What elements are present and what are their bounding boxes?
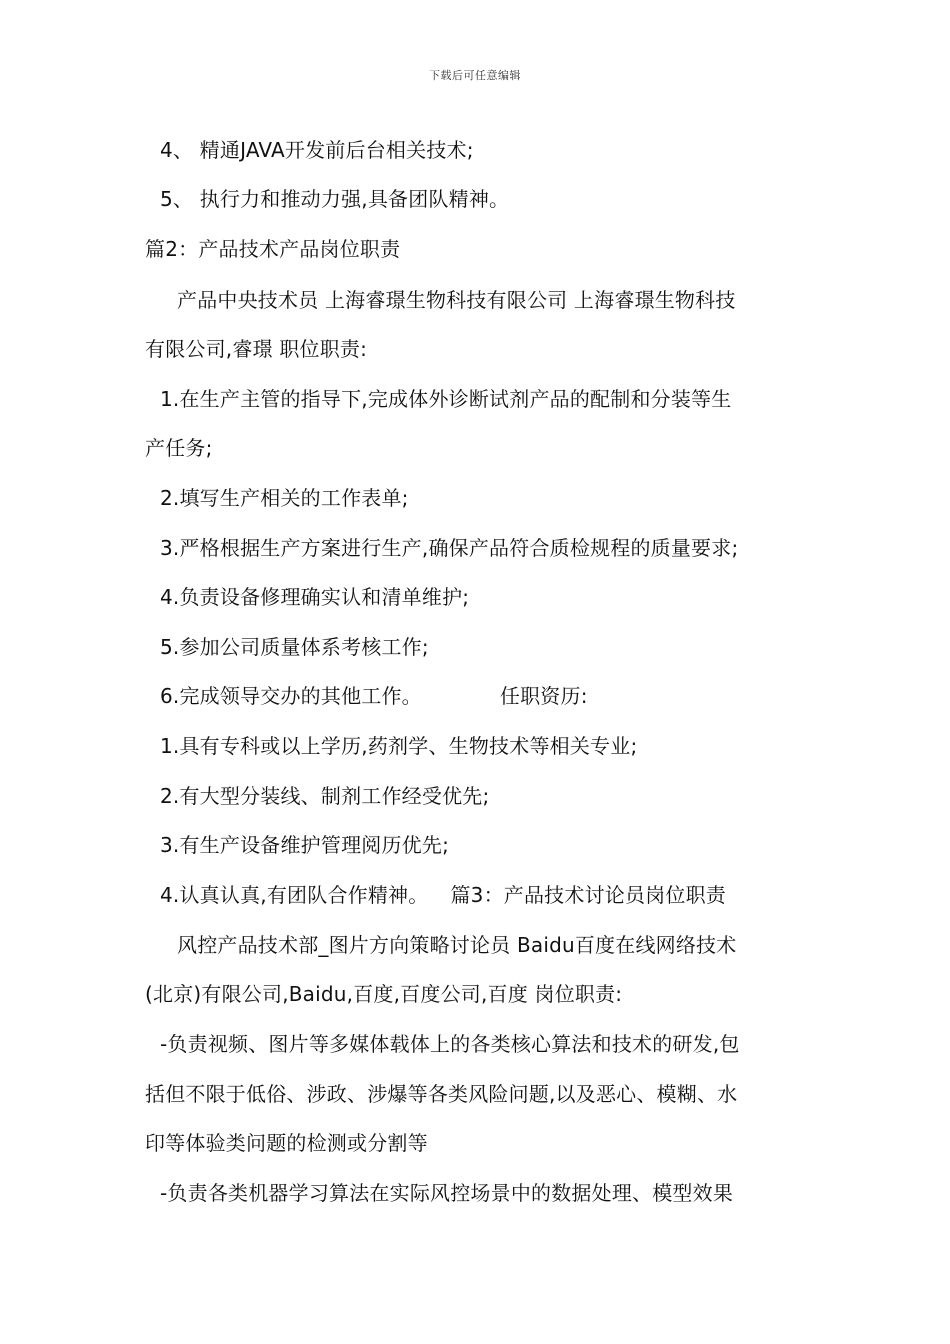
paragraph-line: 印等体验类问题的检测或分割等 [145,1131,428,1155]
list-item: 5、 执行力和推动力强,具备团队精神。 [160,187,510,211]
section-heading: 篇2：产品技术产品岗位职责 [145,237,401,261]
section-heading: 篇3：产品技术讨论员岗位职责 [450,883,726,907]
list-item: 3.严格根据生产方案进行生产,确保产品符合质检规程的质量要求; [160,536,739,560]
list-item: 1.在生产主管的指导下,完成体外诊断试剂产品的配制和分装等生 [160,387,732,411]
list-item [160,682,588,710]
paragraph-line: 风控产品技术部_图片方向策略讨论员 Baidu百度在线网络技术 [177,933,737,957]
list-item: -负责各类机器学习算法在实际风控场景中的数据处理、模型效果 [160,1181,734,1205]
page-header: 下载后可任意编辑 [429,69,521,82]
list-item: 1.具有专科或以上学历,药剂学、生物技术等相关专业; [160,734,638,758]
list-item [160,881,726,909]
list-item-text: 4.认真认真,有团队合作精神。 [160,883,429,907]
paragraph-line: (北京)有限公司,Baidu,百度,百度公司,百度 岗位职责: [145,982,623,1006]
paragraph-line: 括但不限于低俗、涉政、涉爆等各类风险问题,以及恶心、模糊、水 [145,1082,738,1106]
list-item: 5.参加公司质量体系考核工作; [160,635,429,659]
list-item: 2.有大型分装线、制剂工作经受优先; [160,784,490,808]
subsection-label: 任职资历: [499,684,588,708]
paragraph-line: 产品中央技术员 上海睿璟生物科技有限公司 上海睿璟生物科技 [177,288,736,312]
list-item-text: 6.完成领导交办的其他工作。 [160,684,422,708]
paragraph-line: 有限公司,睿璟 职位职责: [145,337,368,361]
list-item: -负责视频、图片等多媒体载体上的各类核心算法和技术的研发,包 [160,1032,740,1056]
list-item: 4、 精通JAVA开发前后台相关技术; [160,138,474,162]
paragraph-line: 产任务; [145,436,213,460]
list-item: 3.有生产设备维护管理阅历优先; [160,833,450,857]
list-item: 2.填写生产相关的工作表单; [160,486,409,510]
list-item: 4.负责设备修理确实认和清单维护; [160,585,470,609]
